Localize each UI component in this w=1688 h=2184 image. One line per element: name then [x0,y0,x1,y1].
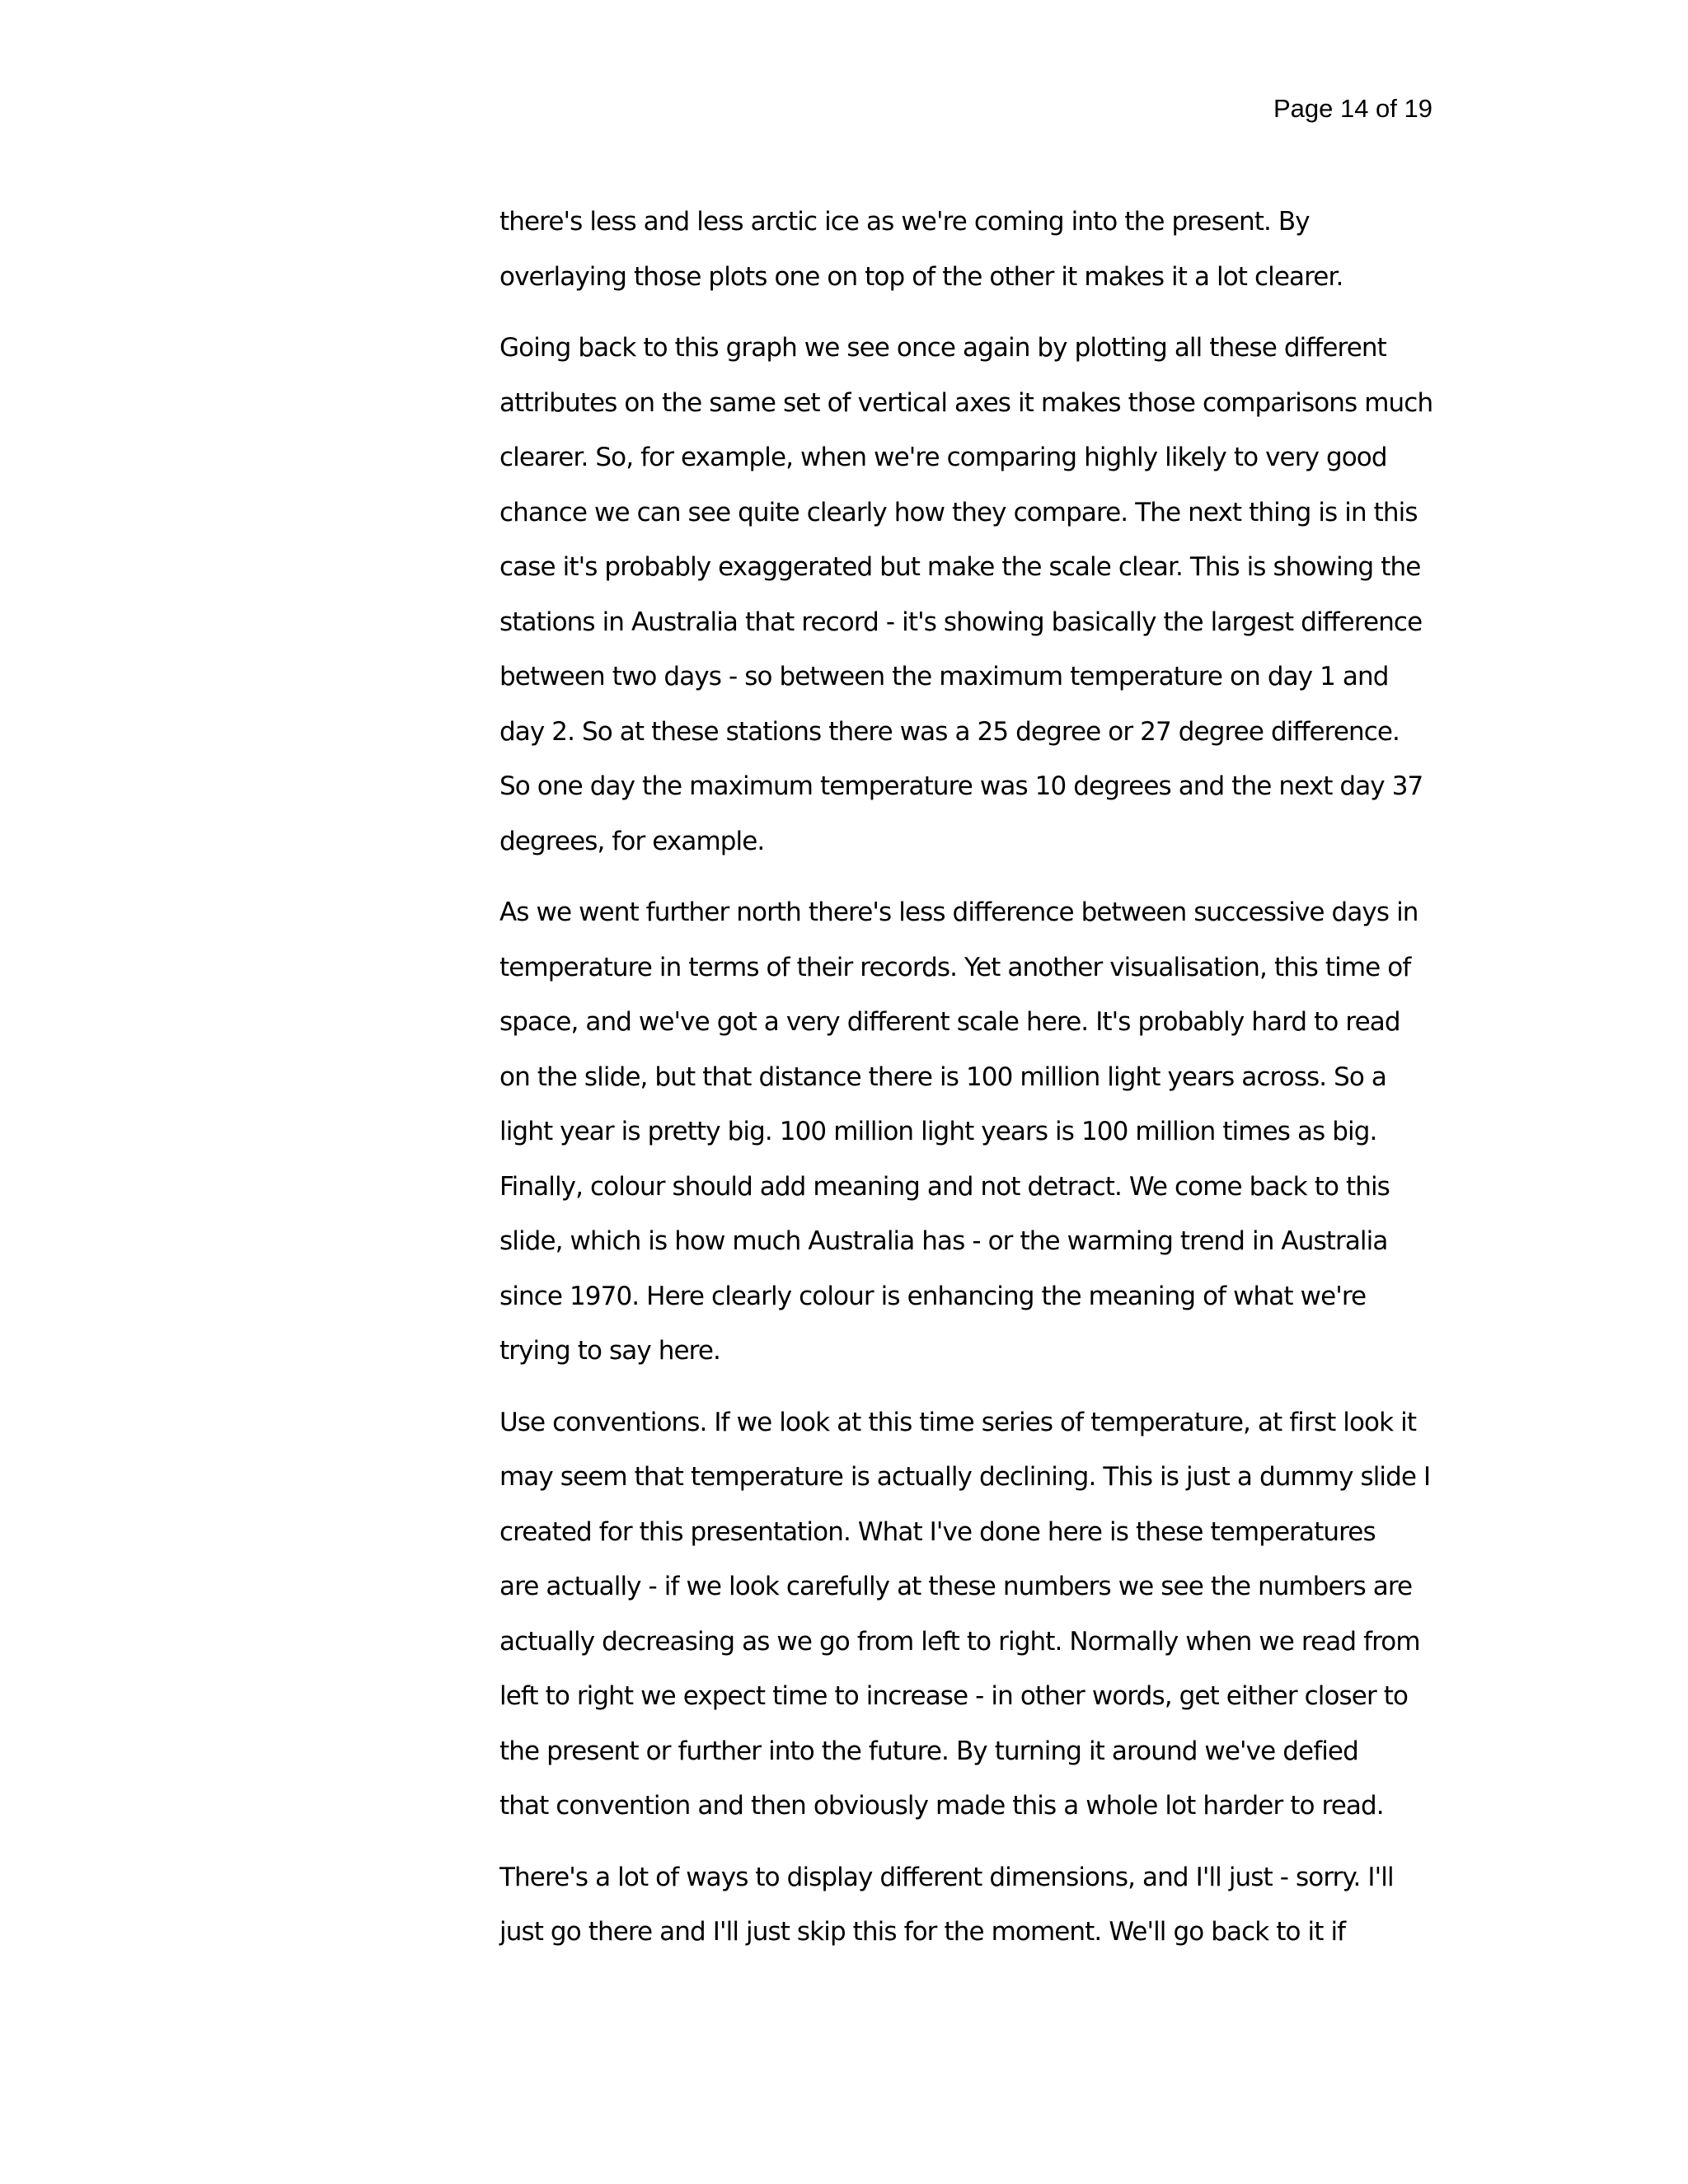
text-line: Use conventions. If we look at this time series of temperature, at first look it [499,1407,1417,1437]
text-line: stations in Australia that record - it's showing basically the largest difference [499,607,1423,637]
text-line: actually decreasing as we go from left to right. Normally when we read from [499,1626,1420,1657]
transcript-body [499,194,1447,1976]
paragraph [499,1850,1447,1960]
text-line: created for this presentation. What I've done here is these temperatures [499,1516,1376,1547]
paragraph [499,885,1447,1379]
text-line: may seem that temperature is actually declining. This is just a dummy slide I [499,1462,1431,1492]
text-line: case it's probably exaggerated but make the scale clear. This is showing the [499,552,1421,582]
text-line: As we went further north there's less difference between successive days in [499,898,1418,927]
text-line: just go there and I'll just skip this for the moment. We'll go back to it if [499,1917,1346,1947]
paragraph [499,194,1447,304]
text-line: since 1970. Here clearly colour is enhancing the meaning of what we're [499,1281,1367,1311]
text-line: light year is pretty big. 100 million light years is 100 million times as big. [499,1117,1377,1146]
text-line: the present or further into the future. By turning it around we've defied [499,1736,1358,1766]
text-line: are actually - if we look carefully at these numbers we see the numbers are [499,1572,1413,1601]
text-line: there's less and less arctic ice as we're coming into the present. By [499,207,1310,237]
text-line: attributes on the same set of vertical axes it makes those comparisons much [499,387,1433,418]
text-line: between two days - so between the maximum temperature on day 1 and [499,662,1389,691]
text-line: space, and we've got a very different scale here. It's probably hard to read [499,1007,1400,1037]
text-line: There's a lot of ways to display different dimensions, and I'll just - sorry. I'll [499,1862,1394,1892]
text-line: slide, which is how much Australia has - or the warming trend in Australia [499,1226,1388,1256]
text-line: Going back to this graph we see once again by plotting all these different [499,333,1386,363]
paragraph [499,1395,1447,1834]
text-line: overlaying those plots one on top of the other it makes it a lot clearer. [499,261,1343,292]
text-line: trying to say here. [499,1336,720,1366]
paragraph [499,321,1447,869]
text-line: chance we can see quite clearly how they compare. The next thing is in this [499,497,1418,527]
page-number: Page 14 of 19 [1273,94,1432,123]
text-line: day 2. So at these stations there was a 25 degree or 27 degree difference. [499,716,1400,747]
text-line: degrees, for example. [499,826,765,856]
text-line: on the slide, but that distance there is 100 million light years across. So a [499,1062,1387,1092]
text-line: clearer. So, for example, when we're comparing highly likely to very good [499,443,1387,472]
text-line: So one day the maximum temperature was 10 degrees and the next day 37 [499,771,1423,801]
text-line: that convention and then obviously made this a whole lot harder to read. [499,1791,1384,1821]
text-line: left to right we expect time to increase - in other words, get either closer to [499,1681,1409,1711]
text-line: Finally, colour should add meaning and not detract. We come back to this [499,1171,1390,1202]
text-line: temperature in terms of their records. Yet another visualisation, this time of [499,952,1411,982]
